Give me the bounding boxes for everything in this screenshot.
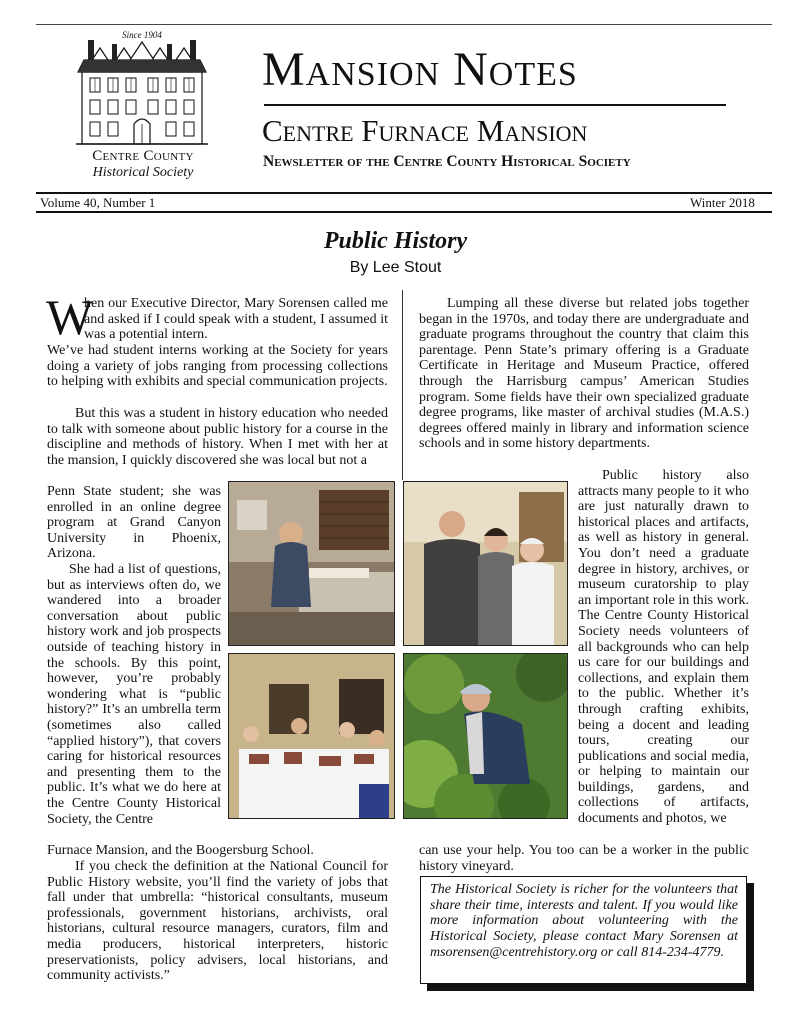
paragraph-6-continued: can use your help. You too can be a worker in the public history vineyard.	[419, 843, 749, 874]
newsletter-tagline: Newsletter of the Centre County Historical Society	[263, 153, 631, 170]
paragraph-6: Public history also attracts many people to it who are just naturally drawn to historical places and artifacts, as well as history in general. You don’t need a graduate degree in history, archives, or museum curatorship to play an important role in this work. The Centre County Historical Society needs volunteers of all backgrounds who can help us care for our buildings and collections, and explain them to the public. Whether it’s through crafting exhibits, being a docent and leading tours, creating our publications and social media, or helping to maintain our buildings, gardens, and collections of artifacts, documents and photos, we	[578, 468, 749, 827]
paragraph-2: But this was a student in history education who needed to talk with someone about public history for a course in the discipline and methods of history. When I met with her at the mansion, I quickly discovered she was local but not a	[47, 406, 388, 468]
paragraph-5: Lumping all these diverse but related jobs together began in the 1970s, and today there are undergraduate and graduate programs throughout the country that claim this parentage. Penn State’s primary offering is a Graduate Certificate in Heritage and Museum Practice, offered through the Harrisburg campus’ American Studies program. Some fields have their own specialized graduate degree programs, like master of archival studies (M.A.S.) degrees offered mainly in library and information science schools and in some history departments.	[419, 296, 749, 452]
paragraph-1: We’ve had student interns working at the Society for years doing a variety of jobs ranging from processing collections to helping with exhibits and special communication projects.	[47, 343, 388, 390]
paragraph-4: If you check the definition at the National Council for Public History website, you’ll find the variety of jobs that fall under that umbrella: “historical consultants, museum professionals, government historians, archivists, oral historians, cultural resource managers, curators, film and media producers, historical interpreters, historic preservationists, policy advisers, local historians, and community activists.”	[47, 859, 388, 984]
issue-season: Winter 2018	[690, 195, 755, 210]
logo-name: Centre County	[92, 148, 194, 164]
photo-student-at-desk	[228, 481, 395, 646]
photo-volunteer-in-garden	[403, 653, 568, 819]
photo-three-volunteers	[403, 481, 568, 646]
newsletter-title: Mansion Notes	[262, 43, 578, 96]
paragraph-3: She had a list of questions, but as interviews often do, we wandered into a broader conversation about public history work and job prospects outside of teaching history in the schools. By this point, however, you’re probably wondering what is “public history?” It’s an umbrella term (sometimes also called “applied history”), that covers caring for historical resources and presenting them to the public. It’s what we do here at the Centre County Historical Society, the Centre	[47, 562, 221, 827]
logo-subname: Historical Society	[92, 165, 194, 180]
masthead-rule	[264, 104, 726, 106]
article-title: Public History	[323, 228, 468, 254]
newsletter-subtitle: Centre Furnace Mansion	[262, 113, 588, 148]
article-byline: By Lee Stout	[349, 259, 442, 276]
paragraph-1-lead: hen our Executive Director, Mary Sorensen called me and asked if I could speak with a student, I assumed it was a potential intern.	[84, 296, 388, 343]
paragraph-3-continued: Furnace Mansion, and the Boogersburg School.	[47, 843, 314, 858]
top-rule	[36, 24, 772, 25]
paragraph-2-continued: Penn State student; she was enrolled in an online degree program at Grand Canyon University in Phoenix, Arizona.	[47, 484, 221, 562]
photo-volunteer-group-table	[228, 653, 395, 819]
issue-rule-bottom	[36, 211, 772, 213]
logo-since: Since 1904	[122, 30, 162, 40]
volunteer-callout-text: The Historical Society is richer for the volunteers that share their time, interests and talent. If you would like more information about volunteering with the Historical Society, please contact Mary Sorensen at msorensen@centrehistory.org or call 814-234-4779.	[430, 882, 738, 960]
issue-rule-top	[36, 192, 772, 194]
issue-volume: Volume 40, Number 1	[40, 195, 156, 210]
column-divider	[402, 290, 403, 480]
drop-cap: W	[46, 289, 94, 345]
